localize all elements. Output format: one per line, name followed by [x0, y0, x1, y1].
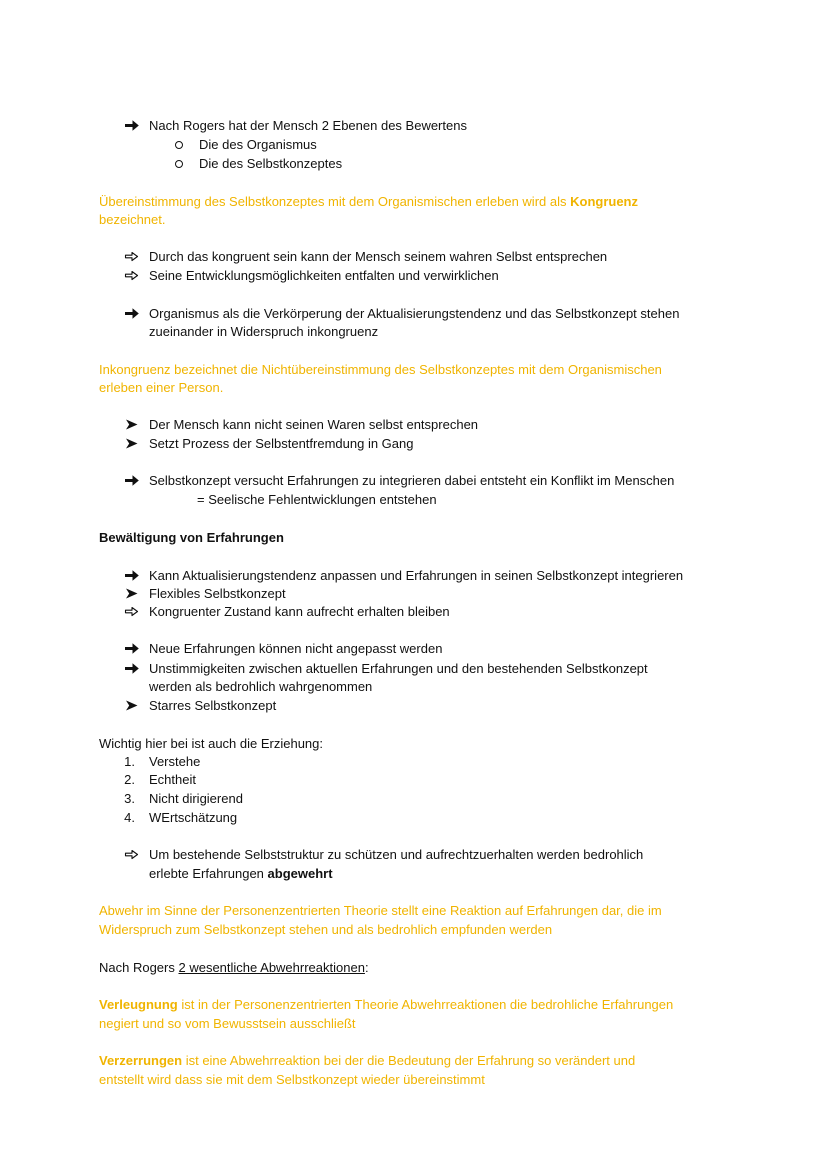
section-heading [0, 528, 828, 547]
item-number: 4. [124, 810, 135, 825]
definition-text: negiert und so vom Bewusstsein ausschließt [99, 1016, 356, 1031]
definition-text: Inkongruenz bezeichnet die Nichtübereinstimmung des Selbstkonzeptes mit dem Organismischen [99, 362, 662, 377]
definition-line [0, 1051, 828, 1070]
definition-line [0, 360, 828, 379]
item-number: 3. [124, 791, 135, 806]
numbered-item [0, 752, 828, 771]
arrowhead-bullet-icon [124, 434, 140, 453]
line-text: Flexibles Selbstkonzept [149, 586, 286, 601]
circle-bullet-icon [175, 141, 183, 149]
bullet-line [0, 434, 828, 453]
definition-text: erleben einer Person. [99, 380, 224, 395]
item-text: Verstehe [149, 754, 201, 769]
numbered-item [0, 808, 828, 827]
definition-line [0, 1070, 828, 1089]
line-text: Organismus als die Verkörperung der Aktualisierungstendenz und das Selbstkonzept stehen [149, 306, 680, 321]
bullet-line [0, 566, 828, 585]
paragraph-text: Wichtig hier bei ist auch die Erziehung: [99, 736, 324, 751]
bullet-line [0, 659, 828, 678]
outline-right-arrow-icon [124, 266, 140, 285]
sub-bullet-line [0, 154, 828, 173]
term-abgewehrt: abgewehrt [267, 866, 333, 881]
line-text: Der Mensch kann nicht seinen Waren selbst entsprechen [149, 417, 479, 432]
line-text: Die des Selbstkonzeptes [199, 156, 343, 171]
bullet-line [0, 845, 828, 864]
definition-line [0, 1014, 828, 1033]
definition-text: Übereinstimmung des Selbstkonzeptes mit dem Organismischen erleben wird als Kongruenz [99, 194, 638, 209]
paragraph-line [0, 734, 828, 753]
item-number: 1. [124, 754, 135, 769]
definition-text: Abwehr im Sinne der Personenzentrierten Theorie stellt eine Reaktion auf Erfahrungen dar, die im [99, 903, 662, 918]
term-verleugnung: Verleugnung [99, 997, 178, 1012]
underlined-phrase: 2 wesentliche Abwehrreaktionen [178, 960, 365, 975]
paragraph-line [0, 958, 828, 977]
outline-right-arrow-icon [124, 845, 140, 864]
numbered-item [0, 770, 828, 789]
definition-line [0, 920, 828, 939]
outline-right-arrow-icon [124, 602, 140, 621]
line-text: Kongruenter Zustand kann aufrecht erhalten bleiben [149, 604, 450, 619]
definition-text: Verleugnung ist in der Personenzentrierten Theorie Abwehrreaktionen die bedrohliche Erfahrungen [99, 997, 674, 1012]
outline-right-arrow-icon [124, 247, 140, 266]
item-text: Echtheit [149, 772, 196, 787]
line-text: Seine Entwicklungsmöglichkeiten entfalten und verwirklichen [149, 268, 499, 283]
line-text: Durch das kongruent sein kann der Mensch seinem wahren Selbst entsprechen [149, 249, 608, 264]
bold-right-arrow-icon [124, 639, 140, 658]
bold-right-arrow-icon [124, 566, 140, 585]
bold-right-arrow-icon [124, 659, 140, 678]
line-text: werden als bedrohlich wahrgenommen [149, 679, 373, 694]
definition-line [0, 192, 828, 211]
bullet-line [0, 116, 828, 135]
bullet-line [0, 266, 828, 285]
numbered-item [0, 789, 828, 808]
line-text: zueinander in Widerspruch inkongruenz [149, 324, 379, 339]
arrowhead-bullet-icon [124, 415, 140, 434]
item-text: Nicht dirigierend [149, 791, 243, 806]
line-text: erlebte Erfahrungen abgewehrt [149, 866, 333, 881]
definition-text: bezeichnet. [99, 212, 166, 227]
bullet-line [0, 304, 828, 323]
line-text: Die des Organismus [199, 137, 317, 152]
item-text: WErtschätzung [149, 810, 238, 825]
definition-line [0, 901, 828, 920]
term-verzerrungen: Verzerrungen [99, 1053, 183, 1068]
definition-text: entstellt wird dass sie mit dem Selbstkonzept wieder übereinstimmt [99, 1072, 485, 1087]
definition-line [0, 378, 828, 397]
bullet-line [0, 415, 828, 434]
arrowhead-bullet-icon [124, 696, 140, 715]
line-text: Unstimmigkeiten zwischen aktuellen Erfahrungen und den bestehenden Selbstkonzept [149, 661, 648, 676]
heading-text: Bewältigung von Erfahrungen [99, 530, 284, 545]
definition-text: Widerspruch zum Selbstkonzept stehen und als bedrohlich empfunden werden [99, 922, 553, 937]
bullet-line [0, 471, 828, 490]
definition-text: Verzerrungen ist eine Abwehrreaktion bei der die Bedeutung der Erfahrung so verändert und [99, 1053, 636, 1068]
continuation-line [0, 864, 828, 883]
bullet-line [0, 247, 828, 266]
sub-bullet-line [0, 135, 828, 154]
bold-right-arrow-icon [124, 116, 140, 135]
continuation-line [0, 490, 828, 509]
line-text: = Seelische Fehlentwicklungen entstehen [197, 492, 437, 507]
line-text: Setzt Prozess der Selbstentfremdung in Gang [149, 436, 414, 451]
arrowhead-bullet-icon [124, 584, 140, 603]
bold-right-arrow-icon [124, 471, 140, 490]
bullet-line [0, 584, 828, 603]
bold-right-arrow-icon [124, 304, 140, 323]
paragraph-text: Nach Rogers 2 wesentliche Abwehrreaktionen: [99, 960, 369, 975]
continuation-line [0, 322, 828, 341]
term-kongruenz: Kongruenz [570, 194, 638, 209]
continuation-line [0, 677, 828, 696]
line-text: Um bestehende Selbststruktur zu schützen und aufrechtzuerhalten werden bedrohlich [149, 847, 644, 862]
bullet-line [0, 602, 828, 621]
line-text: Starres Selbstkonzept [149, 698, 277, 713]
line-text: Nach Rogers hat der Mensch 2 Ebenen des Bewertens [149, 118, 467, 133]
line-text: Selbstkonzept versucht Erfahrungen zu integrieren dabei entsteht ein Konflikt im Menschen [149, 473, 675, 488]
definition-line [0, 995, 828, 1014]
item-number: 2. [124, 772, 135, 787]
line-text: Kann Aktualisierungstendenz anpassen und Erfahrungen in seinen Selbstkonzept integrieren [149, 568, 684, 583]
definition-line [0, 210, 828, 229]
bullet-line [0, 639, 828, 658]
circle-bullet-icon [175, 160, 183, 168]
line-text: Neue Erfahrungen können nicht angepasst werden [149, 641, 443, 656]
bullet-line [0, 696, 828, 715]
